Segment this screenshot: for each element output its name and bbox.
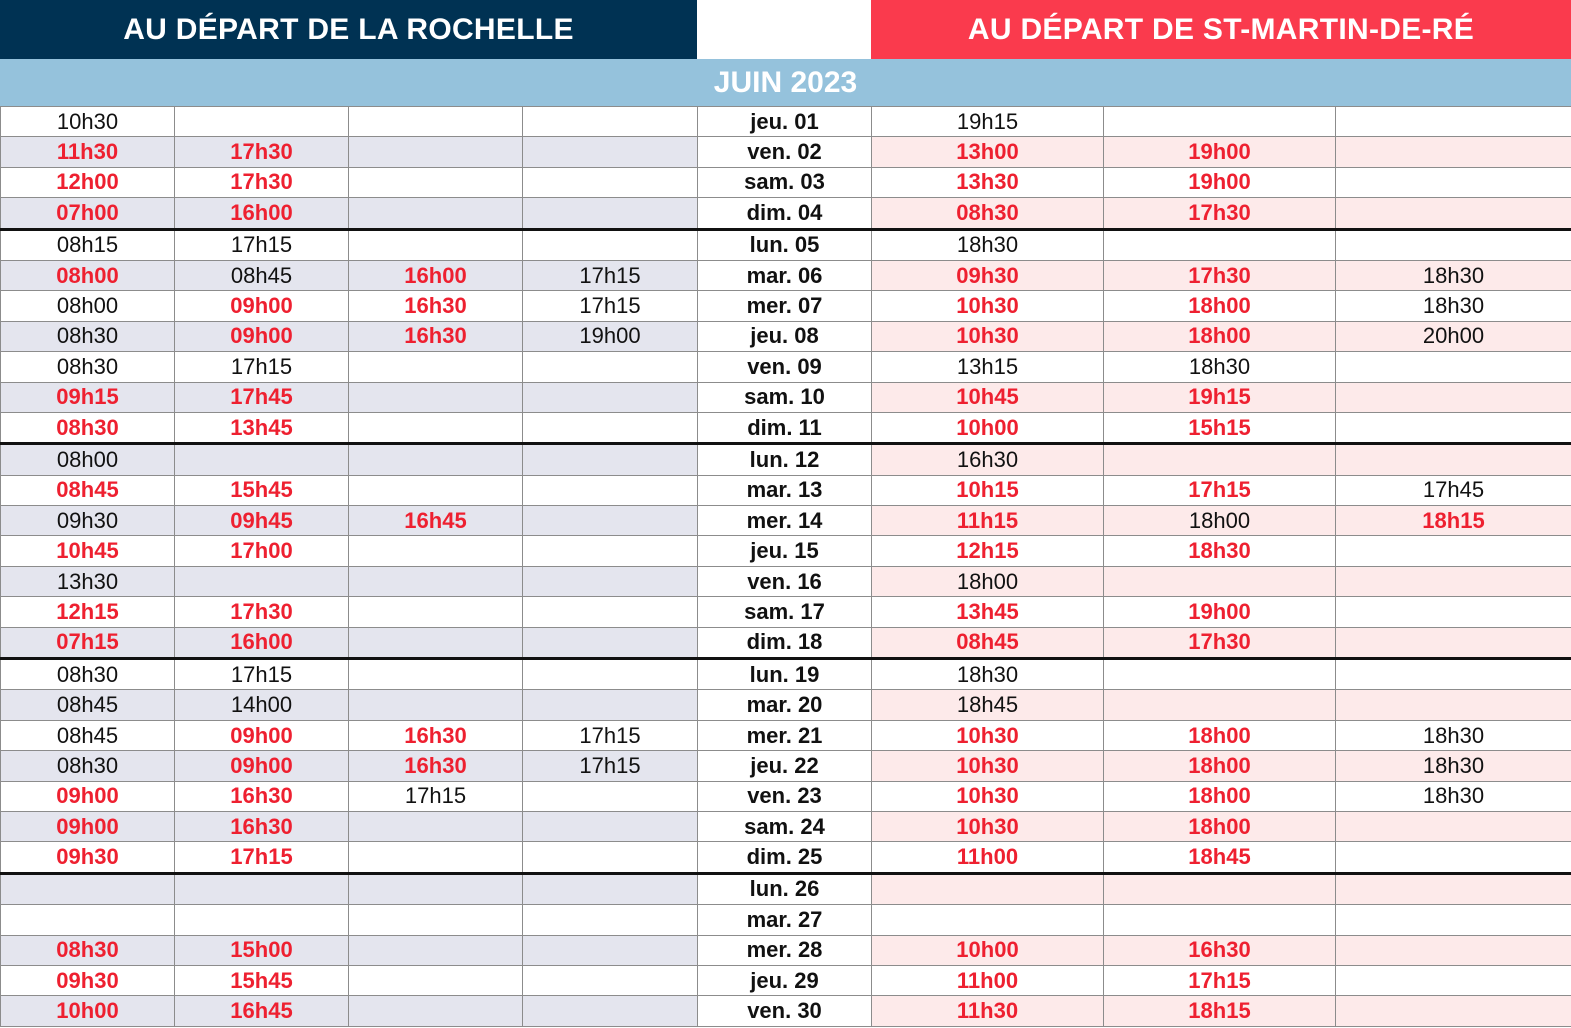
la-rochelle-departure-time: 10h30	[1, 107, 175, 137]
la-rochelle-departure-time: 09h00	[1, 781, 175, 811]
st-martin-departure-time: 17h15	[1104, 475, 1336, 505]
st-martin-departure-time: 18h45	[872, 690, 1104, 720]
st-martin-departure-time: 13h45	[872, 597, 1104, 627]
st-martin-departure-time: 16h30	[1104, 935, 1336, 965]
la-rochelle-departure-time: 17h00	[175, 536, 349, 566]
st-martin-departure-time: 10h30	[872, 321, 1104, 351]
la-rochelle-departure-time	[523, 412, 698, 443]
day-label: sam. 10	[698, 382, 872, 412]
st-martin-departure-time: 17h30	[1104, 627, 1336, 658]
st-martin-departure-time: 10h15	[872, 475, 1104, 505]
st-martin-departure-time	[1104, 659, 1336, 690]
st-martin-departure-time: 11h15	[872, 506, 1104, 536]
la-rochelle-departure-time: 16h45	[349, 506, 523, 536]
la-rochelle-departure-time	[523, 905, 698, 935]
la-rochelle-departure-time	[523, 536, 698, 566]
day-label: mer. 07	[698, 291, 872, 321]
st-martin-departure-time	[1104, 107, 1336, 137]
st-martin-departure-time	[1336, 382, 1571, 412]
la-rochelle-departure-time	[523, 444, 698, 475]
la-rochelle-departure-time	[523, 811, 698, 841]
la-rochelle-departure-time: 09h00	[175, 291, 349, 321]
la-rochelle-departure-time	[349, 597, 523, 627]
st-martin-departure-time: 13h30	[872, 167, 1104, 197]
la-rochelle-departure-time: 17h45	[175, 382, 349, 412]
day-label: mar. 20	[698, 690, 872, 720]
schedule-row	[1, 198, 1571, 229]
st-martin-departure-time	[1104, 444, 1336, 475]
st-martin-departure-time	[1336, 935, 1571, 965]
la-rochelle-departure-time: 16h00	[349, 260, 523, 290]
st-martin-departure-time: 20h00	[1336, 321, 1571, 351]
la-rochelle-departure-time: 17h15	[349, 781, 523, 811]
schedule-row	[1, 751, 1571, 781]
la-rochelle-departure-time: 08h30	[1, 935, 175, 965]
la-rochelle-departure-time: 17h30	[175, 167, 349, 197]
day-label: jeu. 29	[698, 965, 872, 995]
la-rochelle-departure-time	[523, 137, 698, 167]
day-label: jeu. 01	[698, 107, 872, 137]
st-martin-departure-time	[1336, 352, 1571, 382]
schedule-row	[1, 444, 1571, 475]
st-martin-departure-time	[872, 873, 1104, 904]
schedule-row	[1, 475, 1571, 505]
st-martin-departure-time	[1336, 659, 1571, 690]
la-rochelle-departure-time: 09h00	[175, 751, 349, 781]
schedule-row	[1, 996, 1571, 1026]
st-martin-departure-time: 11h00	[872, 965, 1104, 995]
la-rochelle-departure-time	[523, 229, 698, 260]
la-rochelle-departure-time	[175, 873, 349, 904]
schedule-row	[1, 536, 1571, 566]
la-rochelle-departure-time: 09h30	[1, 506, 175, 536]
st-martin-departure-time: 10h00	[872, 935, 1104, 965]
st-martin-departure-time: 13h00	[872, 137, 1104, 167]
st-martin-departure-time	[1336, 566, 1571, 596]
la-rochelle-departure-time	[349, 627, 523, 658]
la-rochelle-departure-time: 08h30	[1, 412, 175, 443]
schedule-row	[1, 229, 1571, 260]
schedule-row	[1, 506, 1571, 536]
st-martin-departure-time: 18h30	[872, 229, 1104, 260]
st-martin-departure-time: 09h30	[872, 260, 1104, 290]
la-rochelle-departure-time: 17h15	[175, 229, 349, 260]
la-rochelle-departure-time: 09h30	[1, 965, 175, 995]
la-rochelle-departure-time: 16h45	[175, 996, 349, 1026]
day-label: lun. 19	[698, 659, 872, 690]
la-rochelle-departure-time	[523, 627, 698, 658]
schedule-row	[1, 352, 1571, 382]
la-rochelle-departure-time: 08h30	[1, 659, 175, 690]
st-martin-departure-time	[1336, 107, 1571, 137]
la-rochelle-departure-time: 08h15	[1, 229, 175, 260]
la-rochelle-departure-time	[349, 905, 523, 935]
la-rochelle-departure-time	[175, 444, 349, 475]
la-rochelle-departure-time	[523, 198, 698, 229]
la-rochelle-departure-time: 17h30	[175, 137, 349, 167]
st-martin-departure-time: 08h30	[872, 198, 1104, 229]
st-martin-departure-time: 18h00	[1104, 781, 1336, 811]
la-rochelle-departure-time: 08h30	[1, 352, 175, 382]
st-martin-departure-time: 17h15	[1104, 965, 1336, 995]
st-martin-departure-time: 18h00	[872, 566, 1104, 596]
la-rochelle-departure-time	[349, 229, 523, 260]
schedule-row	[1, 137, 1571, 167]
la-rochelle-departure-time	[349, 137, 523, 167]
la-rochelle-departure-time: 15h00	[175, 935, 349, 965]
st-martin-departure-time: 10h30	[872, 781, 1104, 811]
la-rochelle-departure-time	[349, 659, 523, 690]
day-label: mar. 13	[698, 475, 872, 505]
day-label: ven. 02	[698, 137, 872, 167]
day-label: sam. 24	[698, 811, 872, 841]
la-rochelle-departure-time: 11h30	[1, 137, 175, 167]
schedule-row	[1, 659, 1571, 690]
la-rochelle-departure-time: 09h30	[1, 842, 175, 873]
st-martin-departure-time	[1104, 690, 1336, 720]
day-label: lun. 05	[698, 229, 872, 260]
la-rochelle-departure-time	[349, 965, 523, 995]
la-rochelle-departure-time: 14h00	[175, 690, 349, 720]
la-rochelle-departure-time: 10h45	[1, 536, 175, 566]
la-rochelle-departure-time: 17h30	[175, 597, 349, 627]
la-rochelle-departure-time: 15h45	[175, 475, 349, 505]
st-martin-departure-time	[1336, 873, 1571, 904]
la-rochelle-departure-time	[349, 444, 523, 475]
la-rochelle-departure-time	[349, 198, 523, 229]
st-martin-departure-time: 15h15	[1104, 412, 1336, 443]
st-martin-departure-time: 08h45	[872, 627, 1104, 658]
day-label: ven. 16	[698, 566, 872, 596]
la-rochelle-departure-time: 16h30	[349, 291, 523, 321]
la-rochelle-departure-time	[523, 167, 698, 197]
la-rochelle-departure-time	[349, 107, 523, 137]
la-rochelle-departure-time: 16h30	[175, 781, 349, 811]
st-martin-departure-time	[1336, 996, 1571, 1026]
st-martin-departure-time	[1336, 412, 1571, 443]
st-martin-departure-time: 11h00	[872, 842, 1104, 873]
st-martin-departure-time: 18h30	[1336, 720, 1571, 750]
schedule-row	[1, 873, 1571, 904]
st-martin-departure-time	[1104, 566, 1336, 596]
day-label: ven. 23	[698, 781, 872, 811]
st-martin-departure-time: 19h00	[1104, 167, 1336, 197]
st-martin-departure-time	[1336, 842, 1571, 873]
schedule-row	[1, 260, 1571, 290]
la-rochelle-departure-time	[523, 690, 698, 720]
st-martin-departure-time: 18h15	[1336, 506, 1571, 536]
day-label: dim. 18	[698, 627, 872, 658]
day-label: mar. 27	[698, 905, 872, 935]
header-row	[0, 0, 1571, 59]
la-rochelle-departure-time: 07h15	[1, 627, 175, 658]
st-martin-departure-time	[1336, 137, 1571, 167]
st-martin-departure-time: 18h00	[1104, 321, 1336, 351]
la-rochelle-departure-time: 09h00	[175, 321, 349, 351]
la-rochelle-departure-time: 17h15	[523, 260, 698, 290]
la-rochelle-departure-time	[349, 382, 523, 412]
st-martin-departure-time	[1336, 811, 1571, 841]
header-spacer	[697, 0, 871, 59]
la-rochelle-departure-time	[523, 475, 698, 505]
la-rochelle-departure-time: 09h00	[175, 720, 349, 750]
st-martin-departure-time	[1336, 905, 1571, 935]
st-martin-departure-time	[1336, 167, 1571, 197]
la-rochelle-departure-time	[1, 905, 175, 935]
st-martin-departure-time: 18h30	[1104, 352, 1336, 382]
st-martin-departure-time: 18h15	[1104, 996, 1336, 1026]
la-rochelle-departure-time	[523, 781, 698, 811]
schedule-row	[1, 935, 1571, 965]
schedule-row	[1, 107, 1571, 137]
la-rochelle-departure-time: 12h00	[1, 167, 175, 197]
st-martin-departure-time: 19h15	[872, 107, 1104, 137]
header-la-rochelle: AU DÉPART DE LA ROCHELLE	[0, 0, 697, 59]
la-rochelle-departure-time	[349, 873, 523, 904]
st-martin-departure-time: 18h30	[872, 659, 1104, 690]
st-martin-departure-time: 12h15	[872, 536, 1104, 566]
la-rochelle-departure-time: 08h45	[1, 475, 175, 505]
schedule-row	[1, 690, 1571, 720]
la-rochelle-departure-time	[349, 167, 523, 197]
la-rochelle-departure-time	[523, 965, 698, 995]
st-martin-departure-time: 10h00	[872, 412, 1104, 443]
la-rochelle-departure-time	[349, 811, 523, 841]
st-martin-departure-time: 18h00	[1104, 291, 1336, 321]
la-rochelle-departure-time	[1, 873, 175, 904]
schedule-row	[1, 321, 1571, 351]
la-rochelle-departure-time: 17h15	[523, 751, 698, 781]
day-label: sam. 17	[698, 597, 872, 627]
la-rochelle-departure-time: 08h00	[1, 291, 175, 321]
st-martin-departure-time: 18h45	[1104, 842, 1336, 873]
la-rochelle-departure-time: 17h15	[523, 291, 698, 321]
st-martin-departure-time: 10h30	[872, 751, 1104, 781]
schedule-row	[1, 720, 1571, 750]
la-rochelle-departure-time: 12h15	[1, 597, 175, 627]
la-rochelle-departure-time: 08h45	[1, 690, 175, 720]
la-rochelle-departure-time	[349, 412, 523, 443]
la-rochelle-departure-time	[523, 842, 698, 873]
st-martin-departure-time: 10h45	[872, 382, 1104, 412]
la-rochelle-departure-time: 09h00	[1, 811, 175, 841]
schedule-row	[1, 566, 1571, 596]
la-rochelle-departure-time	[349, 566, 523, 596]
st-martin-departure-time: 18h00	[1104, 811, 1336, 841]
st-martin-departure-time: 19h00	[1104, 137, 1336, 167]
st-martin-departure-time	[1336, 444, 1571, 475]
la-rochelle-departure-time	[349, 935, 523, 965]
la-rochelle-departure-time: 08h30	[1, 751, 175, 781]
day-label: dim. 25	[698, 842, 872, 873]
la-rochelle-departure-time	[349, 536, 523, 566]
la-rochelle-departure-time	[349, 352, 523, 382]
la-rochelle-departure-time: 09h15	[1, 382, 175, 412]
st-martin-departure-time: 17h45	[1336, 475, 1571, 505]
la-rochelle-departure-time	[349, 996, 523, 1026]
la-rochelle-departure-time: 08h45	[1, 720, 175, 750]
st-martin-departure-time	[1104, 905, 1336, 935]
la-rochelle-departure-time	[523, 996, 698, 1026]
la-rochelle-departure-time: 07h00	[1, 198, 175, 229]
la-rochelle-departure-time: 16h00	[175, 627, 349, 658]
la-rochelle-departure-time	[523, 382, 698, 412]
st-martin-departure-time	[1336, 597, 1571, 627]
day-label: ven. 30	[698, 996, 872, 1026]
schedule-row	[1, 291, 1571, 321]
st-martin-departure-time	[1336, 229, 1571, 260]
st-martin-departure-time: 18h00	[1104, 751, 1336, 781]
day-label: dim. 04	[698, 198, 872, 229]
st-martin-departure-time	[1336, 198, 1571, 229]
st-martin-departure-time: 10h30	[872, 720, 1104, 750]
st-martin-departure-time: 13h15	[872, 352, 1104, 382]
schedule-table	[0, 106, 1571, 1027]
la-rochelle-departure-time: 16h30	[349, 720, 523, 750]
la-rochelle-departure-time	[523, 566, 698, 596]
la-rochelle-departure-time	[175, 905, 349, 935]
day-label: ven. 09	[698, 352, 872, 382]
st-martin-departure-time: 19h00	[1104, 597, 1336, 627]
st-martin-departure-time	[872, 905, 1104, 935]
st-martin-departure-time: 18h30	[1336, 291, 1571, 321]
la-rochelle-departure-time: 13h30	[1, 566, 175, 596]
la-rochelle-departure-time	[349, 690, 523, 720]
la-rochelle-departure-time	[523, 873, 698, 904]
day-label: dim. 11	[698, 412, 872, 443]
day-label: lun. 12	[698, 444, 872, 475]
schedule-row	[1, 781, 1571, 811]
st-martin-departure-time	[1336, 690, 1571, 720]
la-rochelle-departure-time	[523, 506, 698, 536]
st-martin-departure-time: 10h30	[872, 811, 1104, 841]
la-rochelle-departure-time: 17h15	[523, 720, 698, 750]
month-title: JUIN 2023	[0, 59, 1571, 106]
day-label: mar. 06	[698, 260, 872, 290]
la-rochelle-departure-time: 17h15	[175, 659, 349, 690]
st-martin-departure-time: 18h00	[1104, 720, 1336, 750]
schedule-row	[1, 412, 1571, 443]
st-martin-departure-time	[1104, 229, 1336, 260]
day-label: mer. 14	[698, 506, 872, 536]
st-martin-departure-time: 10h30	[872, 291, 1104, 321]
la-rochelle-departure-time: 09h45	[175, 506, 349, 536]
day-label: jeu. 08	[698, 321, 872, 351]
la-rochelle-departure-time	[523, 659, 698, 690]
st-martin-departure-time: 11h30	[872, 996, 1104, 1026]
la-rochelle-departure-time: 10h00	[1, 996, 175, 1026]
la-rochelle-departure-time: 19h00	[523, 321, 698, 351]
schedule-row	[1, 905, 1571, 935]
la-rochelle-departure-time: 08h00	[1, 444, 175, 475]
st-martin-departure-time	[1104, 873, 1336, 904]
schedule-body	[1, 107, 1571, 1027]
st-martin-departure-time	[1336, 627, 1571, 658]
day-label: jeu. 22	[698, 751, 872, 781]
schedule-row	[1, 382, 1571, 412]
day-label: lun. 26	[698, 873, 872, 904]
la-rochelle-departure-time	[175, 107, 349, 137]
schedule-row	[1, 842, 1571, 873]
st-martin-departure-time: 17h30	[1104, 198, 1336, 229]
la-rochelle-departure-time	[523, 352, 698, 382]
la-rochelle-departure-time: 08h00	[1, 260, 175, 290]
la-rochelle-departure-time: 08h30	[1, 321, 175, 351]
la-rochelle-departure-time: 16h30	[349, 321, 523, 351]
schedule-row	[1, 167, 1571, 197]
day-label: mer. 28	[698, 935, 872, 965]
st-martin-departure-time: 18h30	[1104, 536, 1336, 566]
st-martin-departure-time: 18h30	[1336, 751, 1571, 781]
la-rochelle-departure-time: 16h00	[175, 198, 349, 229]
day-label: jeu. 15	[698, 536, 872, 566]
st-martin-departure-time: 18h00	[1104, 506, 1336, 536]
la-rochelle-departure-time	[349, 842, 523, 873]
la-rochelle-departure-time	[523, 107, 698, 137]
st-martin-departure-time: 19h15	[1104, 382, 1336, 412]
st-martin-departure-time	[1336, 965, 1571, 995]
schedule-row	[1, 811, 1571, 841]
la-rochelle-departure-time	[523, 935, 698, 965]
la-rochelle-departure-time: 16h30	[349, 751, 523, 781]
la-rochelle-departure-time: 16h30	[175, 811, 349, 841]
la-rochelle-departure-time: 17h15	[175, 352, 349, 382]
schedule-row	[1, 597, 1571, 627]
la-rochelle-departure-time: 13h45	[175, 412, 349, 443]
la-rochelle-departure-time: 17h15	[175, 842, 349, 873]
day-label: mer. 21	[698, 720, 872, 750]
la-rochelle-departure-time	[349, 475, 523, 505]
la-rochelle-departure-time: 08h45	[175, 260, 349, 290]
st-martin-departure-time: 18h30	[1336, 260, 1571, 290]
schedule-row	[1, 627, 1571, 658]
st-martin-departure-time: 16h30	[872, 444, 1104, 475]
la-rochelle-departure-time	[523, 597, 698, 627]
st-martin-departure-time	[1336, 536, 1571, 566]
st-martin-departure-time: 17h30	[1104, 260, 1336, 290]
schedule-row	[1, 965, 1571, 995]
day-label: sam. 03	[698, 167, 872, 197]
la-rochelle-departure-time: 15h45	[175, 965, 349, 995]
header-st-martin: AU DÉPART DE ST-MARTIN-DE-RÉ	[871, 0, 1571, 59]
la-rochelle-departure-time	[175, 566, 349, 596]
st-martin-departure-time: 18h30	[1336, 781, 1571, 811]
